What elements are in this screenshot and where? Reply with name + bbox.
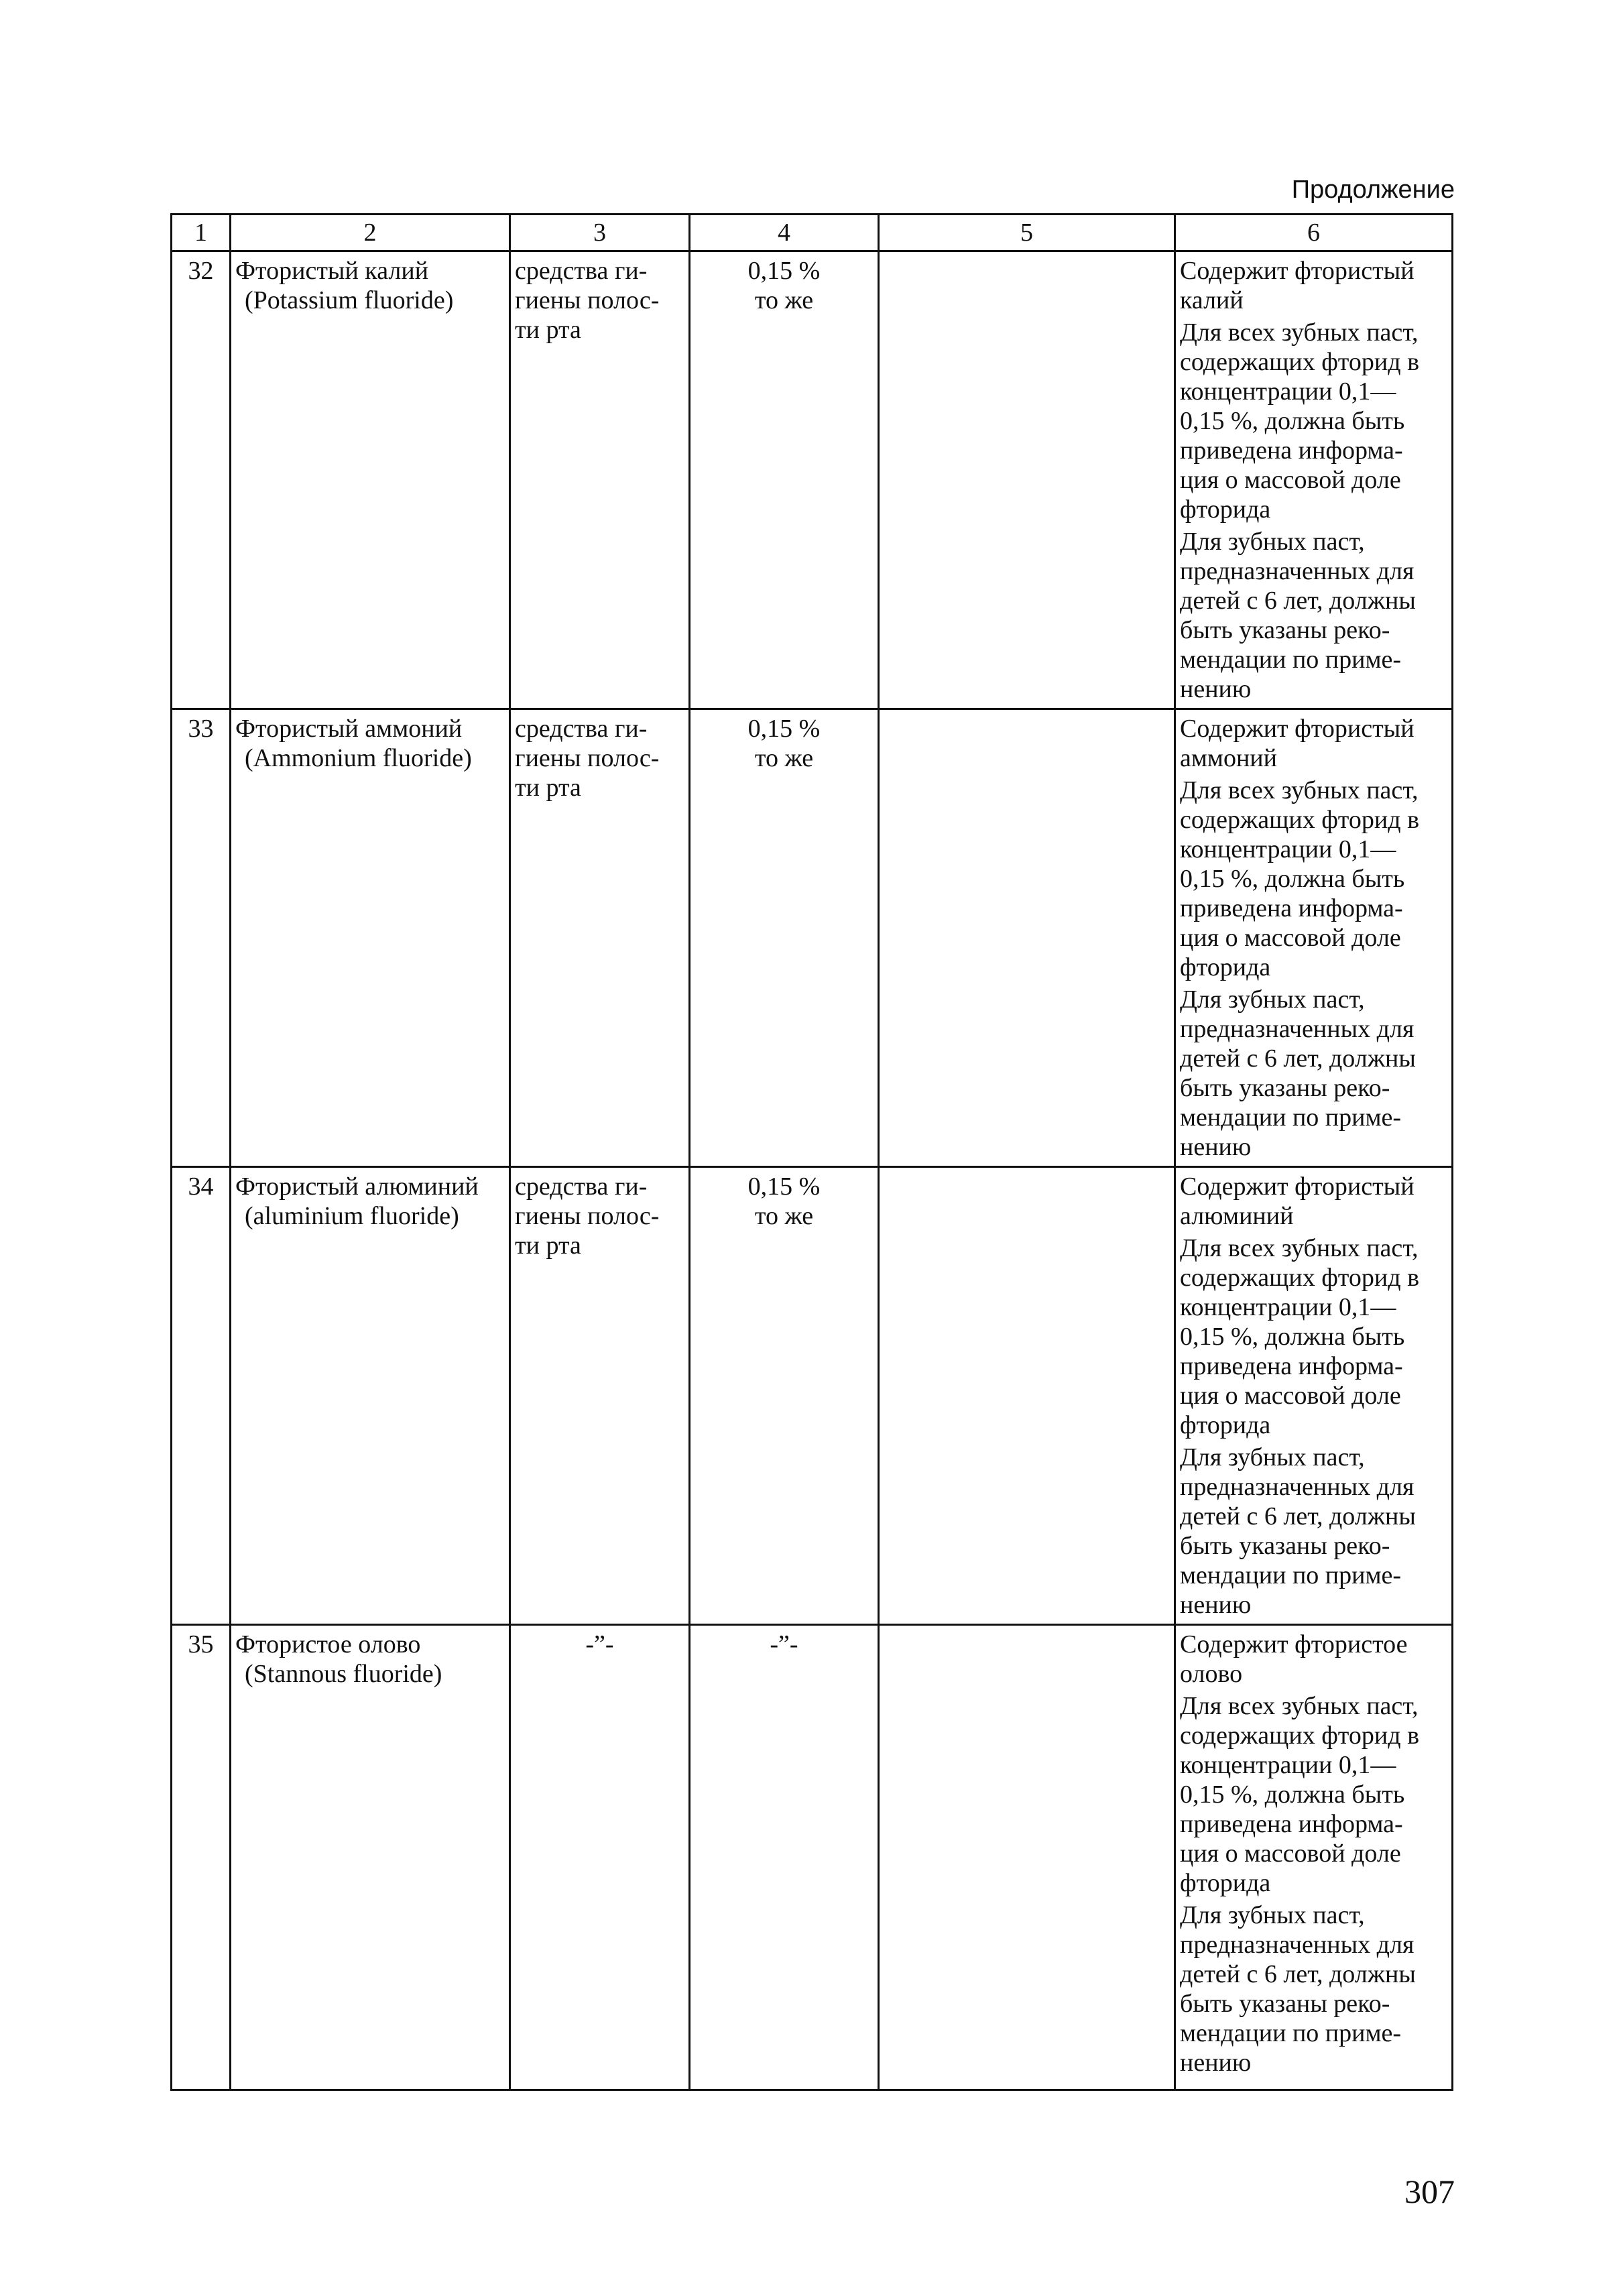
note-paragraph — [1180, 1900, 1447, 2077]
row-number: 33 — [188, 715, 214, 743]
note-line: Для зубных паст, — [1180, 985, 1365, 1014]
concentration-line: 0,15 % — [747, 257, 821, 285]
note-paragraph — [1180, 985, 1447, 1162]
note-line: содержащих фторид в — [1180, 1264, 1420, 1292]
note-paragraph — [1180, 318, 1447, 524]
note-line: концентрации 0,1— — [1180, 377, 1396, 406]
notes-cell — [1175, 1625, 1453, 2090]
scope-line: -”- — [585, 1630, 614, 1658]
table-row — [172, 1625, 1453, 2090]
concentration-cell — [690, 1167, 879, 1625]
note-line: ция о массовой доле — [1180, 1839, 1401, 1868]
scope-line: средства ги- — [515, 715, 648, 743]
note-line: приведена информа- — [1180, 894, 1403, 922]
table-body — [172, 215, 1453, 2090]
substance-name-ru: Фтористый аммоний — [235, 715, 463, 743]
note-line: предназначенных для — [1180, 1931, 1415, 1959]
note-paragraph — [1180, 1630, 1447, 1689]
concentration-line: то же — [754, 286, 814, 314]
note-paragraph — [1180, 256, 1447, 315]
concentration-cell — [690, 709, 879, 1167]
table-row — [172, 251, 1453, 709]
substance-name-cell — [231, 709, 510, 1167]
row-number-cell — [172, 1625, 231, 2090]
note-line: фторида — [1180, 495, 1271, 524]
header-cell-5: 5 — [879, 215, 1175, 251]
note-line: нению — [1180, 675, 1252, 703]
column-5-cell — [879, 251, 1175, 709]
note-line: нению — [1180, 2049, 1252, 2077]
note-line: предназначенных для — [1180, 1473, 1415, 1501]
note-line: концентрации 0,1— — [1180, 1293, 1396, 1321]
note-paragraph — [1180, 1233, 1447, 1440]
notes-cell — [1175, 709, 1453, 1167]
table-header-row — [172, 215, 1453, 251]
row-number-cell — [172, 709, 231, 1167]
scope-line: гиены полос- — [515, 1202, 660, 1230]
note-line: Содержит фтористый — [1180, 715, 1415, 743]
note-paragraph — [1180, 1691, 1447, 1898]
note-line: алюминий — [1180, 1202, 1294, 1230]
note-line: мендации по приме- — [1180, 646, 1402, 674]
note-line: 0,15 %, должна быть — [1180, 407, 1405, 435]
regulation-table-wrapper — [170, 213, 1453, 2091]
note-line: фторида — [1180, 1411, 1271, 1439]
note-line: содержащих фторид в — [1180, 348, 1420, 376]
note-line: концентрации 0,1— — [1180, 835, 1396, 863]
note-line: детей с 6 лет, должны — [1180, 1960, 1416, 1988]
note-line: олово — [1180, 1660, 1243, 1688]
substance-name-en: (Stannous fluoride) — [245, 1660, 442, 1688]
notes-cell — [1175, 1167, 1453, 1625]
application-scope-cell — [510, 709, 690, 1167]
note-line: аммоний — [1180, 744, 1277, 772]
application-scope-cell — [510, 1625, 690, 2090]
note-line: быть указаны реко- — [1180, 1074, 1390, 1102]
note-line: приведена информа- — [1180, 1352, 1403, 1380]
note-line: ция о массовой доле — [1180, 924, 1401, 952]
note-line: Для всех зубных паст, — [1180, 318, 1419, 347]
note-line: содержащих фторид в — [1180, 1721, 1420, 1750]
header-cell-3: 3 — [510, 215, 690, 251]
note-line: мендации по приме- — [1180, 1561, 1402, 1589]
note-line: предназначенных для — [1180, 557, 1415, 585]
table-row — [172, 709, 1453, 1167]
note-line: фторида — [1180, 1869, 1271, 1897]
substance-name-en: (aluminium fluoride) — [245, 1202, 459, 1230]
note-line: детей с 6 лет, должны — [1180, 1044, 1416, 1073]
scope-line: средства ги- — [515, 1172, 648, 1201]
substance-name-ru: Фтористый алюминий — [235, 1172, 479, 1201]
substance-name-en: (Ammonium fluoride) — [245, 744, 472, 772]
header-cell-6: 6 — [1175, 215, 1453, 251]
row-number: 32 — [188, 257, 214, 285]
note-line: Содержит фтористый — [1180, 1172, 1415, 1201]
note-line: Для зубных паст, — [1180, 528, 1365, 556]
note-paragraph — [1180, 1443, 1447, 1620]
column-5-cell — [879, 1625, 1175, 2090]
scope-line: ти рта — [515, 774, 581, 802]
concentration-line: то же — [754, 744, 814, 772]
note-line: быть указаны реко- — [1180, 1532, 1390, 1560]
note-line: фторида — [1180, 953, 1271, 981]
application-scope-cell — [510, 251, 690, 709]
note-line: предназначенных для — [1180, 1015, 1415, 1043]
concentration-line: -”- — [770, 1630, 798, 1658]
note-line: Для всех зубных паст, — [1180, 1234, 1419, 1262]
concentration-line: 0,15 % — [747, 715, 821, 743]
continuation-label: Продолжение — [1291, 176, 1455, 204]
concentration-line: 0,15 % — [747, 1172, 821, 1201]
scope-line: ти рта — [515, 316, 581, 344]
note-line: нению — [1180, 1133, 1252, 1161]
table-row — [172, 1167, 1453, 1625]
note-line: быть указаны реко- — [1180, 616, 1390, 644]
substance-name-ru: Фтористый калий — [235, 257, 429, 285]
note-line: Содержит фтористое — [1180, 1630, 1408, 1658]
note-line: Содержит фтористый — [1180, 257, 1415, 285]
substance-name-cell — [231, 1625, 510, 2090]
scope-line: гиены полос- — [515, 286, 660, 314]
note-line: концентрации 0,1— — [1180, 1751, 1396, 1779]
row-number: 34 — [188, 1172, 214, 1201]
header-cell-2: 2 — [231, 215, 510, 251]
concentration-cell — [690, 1625, 879, 2090]
concentration-line: то же — [754, 1202, 814, 1230]
concentration-cell — [690, 251, 879, 709]
header-cell-4: 4 — [690, 215, 879, 251]
substance-name-ru: Фтористое олово — [235, 1630, 421, 1658]
note-paragraph — [1180, 776, 1447, 982]
substance-name-en: (Potassium fluoride) — [245, 286, 454, 314]
note-line: Для зубных паст, — [1180, 1901, 1365, 1929]
note-line: ция о массовой доле — [1180, 466, 1401, 494]
substance-name-cell — [231, 1167, 510, 1625]
note-paragraph — [1180, 527, 1447, 704]
header-cell-1: 1 — [172, 215, 231, 251]
regulation-table — [170, 213, 1453, 2091]
note-line: Для всех зубных паст, — [1180, 1692, 1419, 1720]
notes-cell — [1175, 251, 1453, 709]
substance-name-cell — [231, 251, 510, 709]
note-line: Для всех зубных паст, — [1180, 776, 1419, 804]
row-number: 35 — [188, 1630, 214, 1658]
page-number: 307 — [1404, 2173, 1455, 2210]
note-line: ция о массовой доле — [1180, 1382, 1401, 1410]
note-line: детей с 6 лет, должны — [1180, 587, 1416, 615]
note-paragraph — [1180, 714, 1447, 773]
note-line: мендации по приме- — [1180, 1103, 1402, 1132]
note-line: калий — [1180, 286, 1244, 314]
scope-line: ти рта — [515, 1231, 581, 1260]
note-line: Для зубных паст, — [1180, 1443, 1365, 1471]
row-number-cell — [172, 1167, 231, 1625]
column-5-cell — [879, 1167, 1175, 1625]
note-line: мендации по приме- — [1180, 2019, 1402, 2047]
note-line: детей с 6 лет, должны — [1180, 1502, 1416, 1530]
note-line: содержащих фторид в — [1180, 806, 1420, 834]
note-line: нению — [1180, 1591, 1252, 1619]
application-scope-cell — [510, 1167, 690, 1625]
note-line: быть указаны реко- — [1180, 1990, 1390, 2018]
column-5-cell — [879, 709, 1175, 1167]
note-line: 0,15 %, должна быть — [1180, 1780, 1405, 1809]
row-number-cell — [172, 251, 231, 709]
note-paragraph — [1180, 1172, 1447, 1231]
scope-line: средства ги- — [515, 257, 648, 285]
note-line: приведена информа- — [1180, 436, 1403, 465]
note-line: приведена информа- — [1180, 1810, 1403, 1838]
note-line: 0,15 %, должна быть — [1180, 1323, 1405, 1351]
scope-line: гиены полос- — [515, 744, 660, 772]
note-line: 0,15 %, должна быть — [1180, 865, 1405, 893]
